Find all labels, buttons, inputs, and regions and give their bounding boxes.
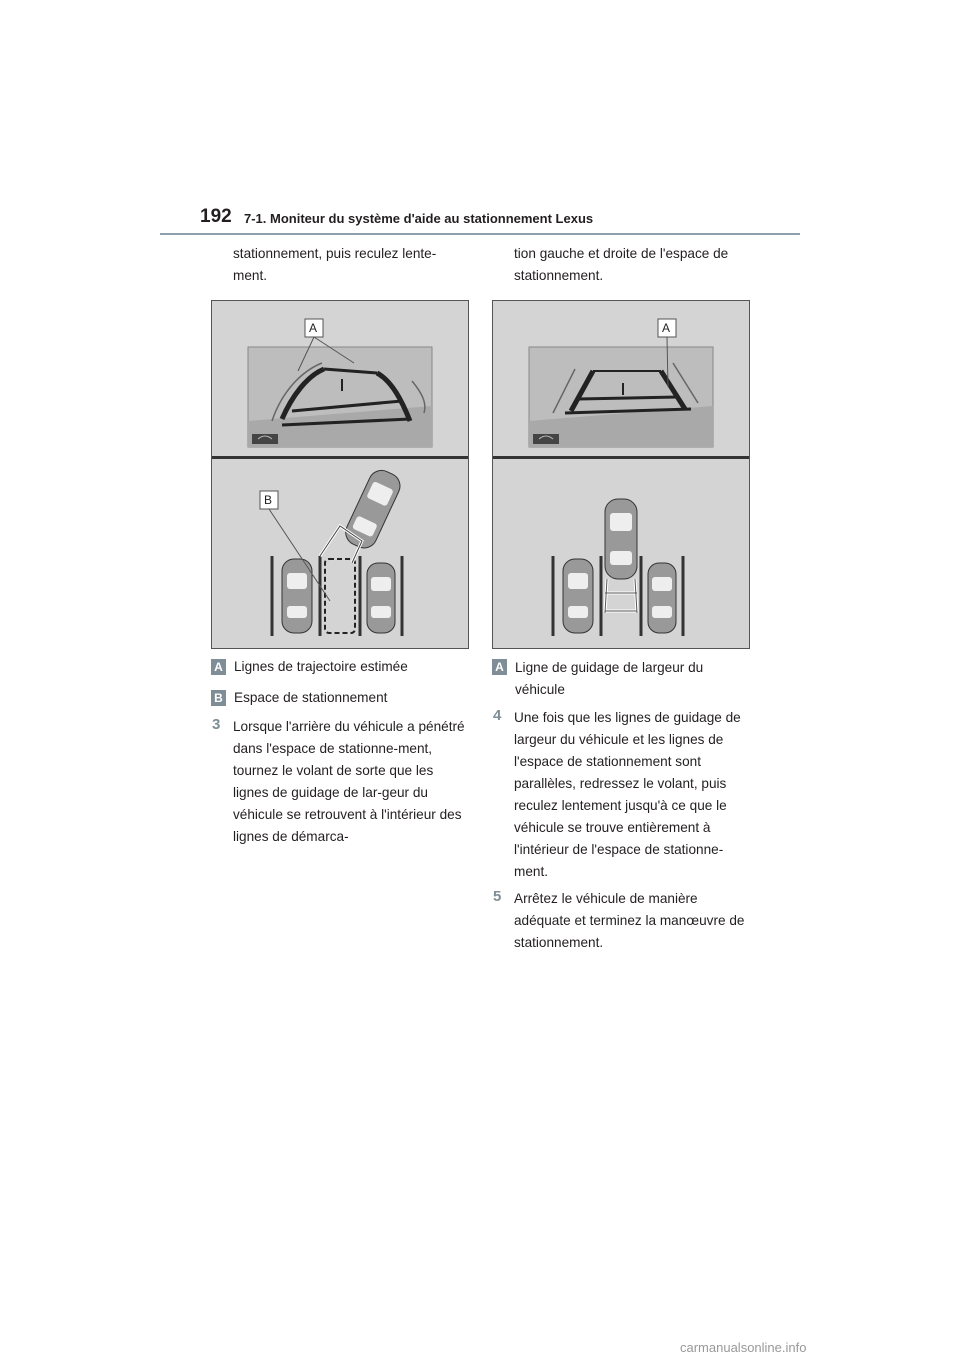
legend-a-text: Ligne de guidage de largeur du véhicule [515,660,704,697]
step-5 [493,888,755,958]
header-rule [160,233,800,235]
step-number: 5 [493,888,502,905]
watermark: carmanualsonline.info [680,1340,807,1355]
right-intro [514,243,754,287]
badge-b: B [211,690,226,706]
step-text: Arrêtez le véhicule de manière adéquate et terminez la manœuvre de stationnement. [514,891,745,950]
right-intro-line2: stationnement. [514,268,604,283]
callout-a-label: A [662,321,671,335]
page-number: 192 [200,206,232,227]
step-3 [212,716,474,856]
left-intro-line1: stationnement, puis reculez lente- [233,246,437,261]
legend-a-left [211,657,471,677]
legend-b-left [211,688,471,708]
badge-a: A [492,659,507,675]
step-text: Une fois que les lignes de guidage de largeur du véhicule et les lignes de l'espace de stationnement sont parallèles, redressez le volant, puis reculez lentement jusqu'à ce que le véhicule se trouve entièrement à l'intérieur de l'espace de stationne-ment. [514,710,741,879]
left-intro-line2: ment. [233,268,267,283]
right-figure-illustration [493,301,749,648]
step-number: 3 [212,716,221,733]
legend-b-text: Espace de stationnement [234,690,388,705]
left-figure-illustration [212,301,468,648]
legend-a-right [492,657,752,701]
step-text: Lorsque l'arrière du véhicule a pénétré dans l'espace de stationne-ment, tournez le volant de sorte que les lignes de guidage de lar-geur du véhicule se retrouvent à l'intérieur des lignes de démarca- [233,719,465,844]
right-figure [492,300,750,649]
badge-a: A [211,659,226,675]
section-title: 7-1. Moniteur du système d'aide au stationnement Lexus [244,211,594,226]
callout-a-label: A [309,321,318,335]
right-intro-line1: tion gauche et droite de l'espace de [514,246,729,261]
step-number: 4 [493,707,502,724]
step-4 [493,707,755,877]
left-figure [211,300,469,649]
left-intro [233,243,473,287]
legend-a-text: Lignes de trajectoire estimée [234,659,408,674]
callout-b-label: B [264,493,273,507]
